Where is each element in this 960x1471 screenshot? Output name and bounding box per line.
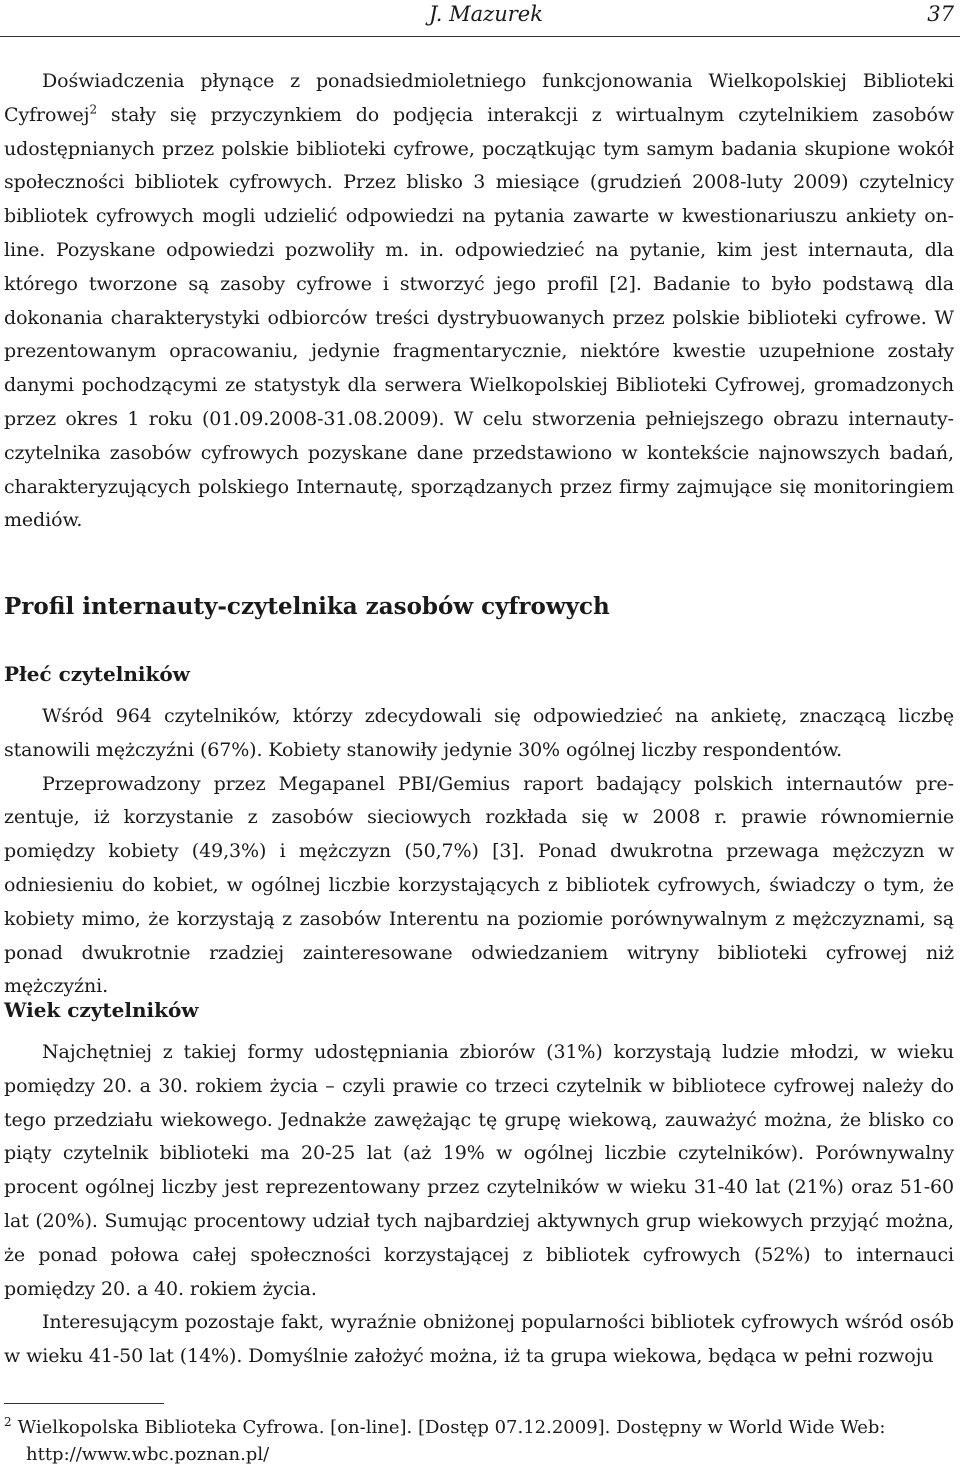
age-heading: Wiek czytelników xyxy=(4,998,199,1022)
gender-heading: Płeć czytelników xyxy=(4,662,190,686)
page-number: 37 xyxy=(927,2,954,26)
section-title: Profil internauty-czytelnika zasobów cyfrowych xyxy=(4,593,610,620)
intro-text-start: Doświadczenia płynące z ponadsiedmioletniego funkcjonowania Wielkopolskiej Biblioteki Cyfrowej xyxy=(4,70,954,126)
footnote xyxy=(4,1414,954,1468)
footnote-mark: 2 xyxy=(4,1415,12,1429)
gender-paragraph-2: Przeprowadzony przez Megapanel PBI/Gemius raport badający polskich internautów prezentuje, iż korzystanie z zasobów sieciowych rozkłada się w 2008 r. prawie równomiernie pomiędzy kobiety (49,3%) i mężczyzn (50,7%) [3]. Ponad dwukrotna przewaga mężczyzn w odniesieniu do kobiet, w ogólnej liczbie korzystających z bibliotek cyfrowych, świadczy o tym, że kobiety mimo, że korzystają z zasobów Interentu na poziomie porównywalnym z mężczyznami, są ponad dwukrotnie rzadziej zainteresowane odwiedzaniem witryny biblioteki cyfrowej niż mężczyźni. xyxy=(4,772,954,998)
footnote-text: Wielkopolska Biblioteka Cyfrowa. [on-line]. [Dostęp 07.12.2009]. Dostępny w World Wide Web: xyxy=(17,1417,886,1438)
age-section xyxy=(4,1036,954,1374)
age-paragraph-2: Interesującym pozostaje fakt, wyraźnie obniżonej popularności bibliotek cyfrowych wśród osób w wieku 41-50 lat (14%). Domyślnie założyć można, iż ta grupa wiekowa, będąca w pełni rozwoju xyxy=(4,1311,954,1368)
footnote-reference[interactable]: 2 xyxy=(89,102,97,117)
footnote-url-link[interactable]: http://www.wbc.poznan.pl/ xyxy=(26,1444,270,1465)
running-header xyxy=(0,0,960,37)
age-paragraph-1: Najchętniej z takiej formy udostępniania zbiorów (31%) korzystają ludzie młodzi, w wieku pomiędzy 20. a 30. rokiem życia – czyli prawie co trzeci czytelnik w bibliotece cyfrowej należy do tego przedziału wiekowego. Jednakże zawężając tę grupę wiekową, zauważyć można, że blisko co piąty czytelnik biblioteki ma 20-25 lat (aż 19% w ogólnej liczbie czytelników). Porównywalny procent ogólnej liczby jest reprezentowany przez czytelników w wieku 31-40 lat (21%) oraz 51-60 lat (20%). Sumując procentowy udział tych najbardziej aktywnych grup wiekowych przyjąć można, że ponad połowa całej społeczności korzystającej z bibliotek cyfrowych (52%) to internauci pomiędzy 20. a 40. rokiem życia. xyxy=(4,1041,954,1300)
footnote-divider xyxy=(4,1403,164,1404)
intro-text-rest: stały się przyczynkiem do podjęcia interakcji z wirtualnym czytelnikiem zasobów udostępnianych przez polskie biblioteki cyfrowe, początkując tym samym badania skupione wokół społeczności bibliotek cyfrowych. Przez blisko 3 miesiące (grudzień 2008-luty 2009) czytelnicy bibliotek cyfrowych mogli udzielić odpowiedzi na pytania zawarte w kwestionariuszu ankiety on-line. Pozyskane odpowiedzi pozwoliły m. in. odpowiedzieć na pytanie, kim jest internauta, dla którego tworzone są zasoby cyfrowe i stworzyć jego profil [2]. Badanie to było podstawą dla dokonania charakterystyki odbiorców treści dystrybuowanych przez polskie biblioteki cyfrowe. W prezentowanym opracowaniu, jedynie fragmentarycznie, niektóre kwestie uzupełnione zostały danymi pochodzącymi ze statystyk dla serwera Wielkopolskiej Biblioteki Cyfrowej, gromadzonych przez okres 1 roku (01.09.2008-31.08.2009). W celu stworzenia pełniejszego obrazu internauty-czytelnika zasobów cyfrowych pozyskane dane przedstawiono w kontekście najnowszych badań, charakteryzujących polskiego Internautę, sporządzanych przez firmy zajmujące się monitoringiem mediów. xyxy=(4,103,954,532)
intro-paragraph xyxy=(4,65,954,538)
gender-paragraph-1: Wśród 964 czytelników, którzy zdecydowali się odpowiedzieć na ankietę, znaczącą liczbę stanowili mężczyźni (67%). Kobiety stanowiły jedynie 30% ogólnej liczby respondentów. xyxy=(4,705,954,761)
intro-section xyxy=(4,65,954,538)
header-author: J. Mazurek xyxy=(429,2,543,26)
gender-section xyxy=(4,700,954,1004)
